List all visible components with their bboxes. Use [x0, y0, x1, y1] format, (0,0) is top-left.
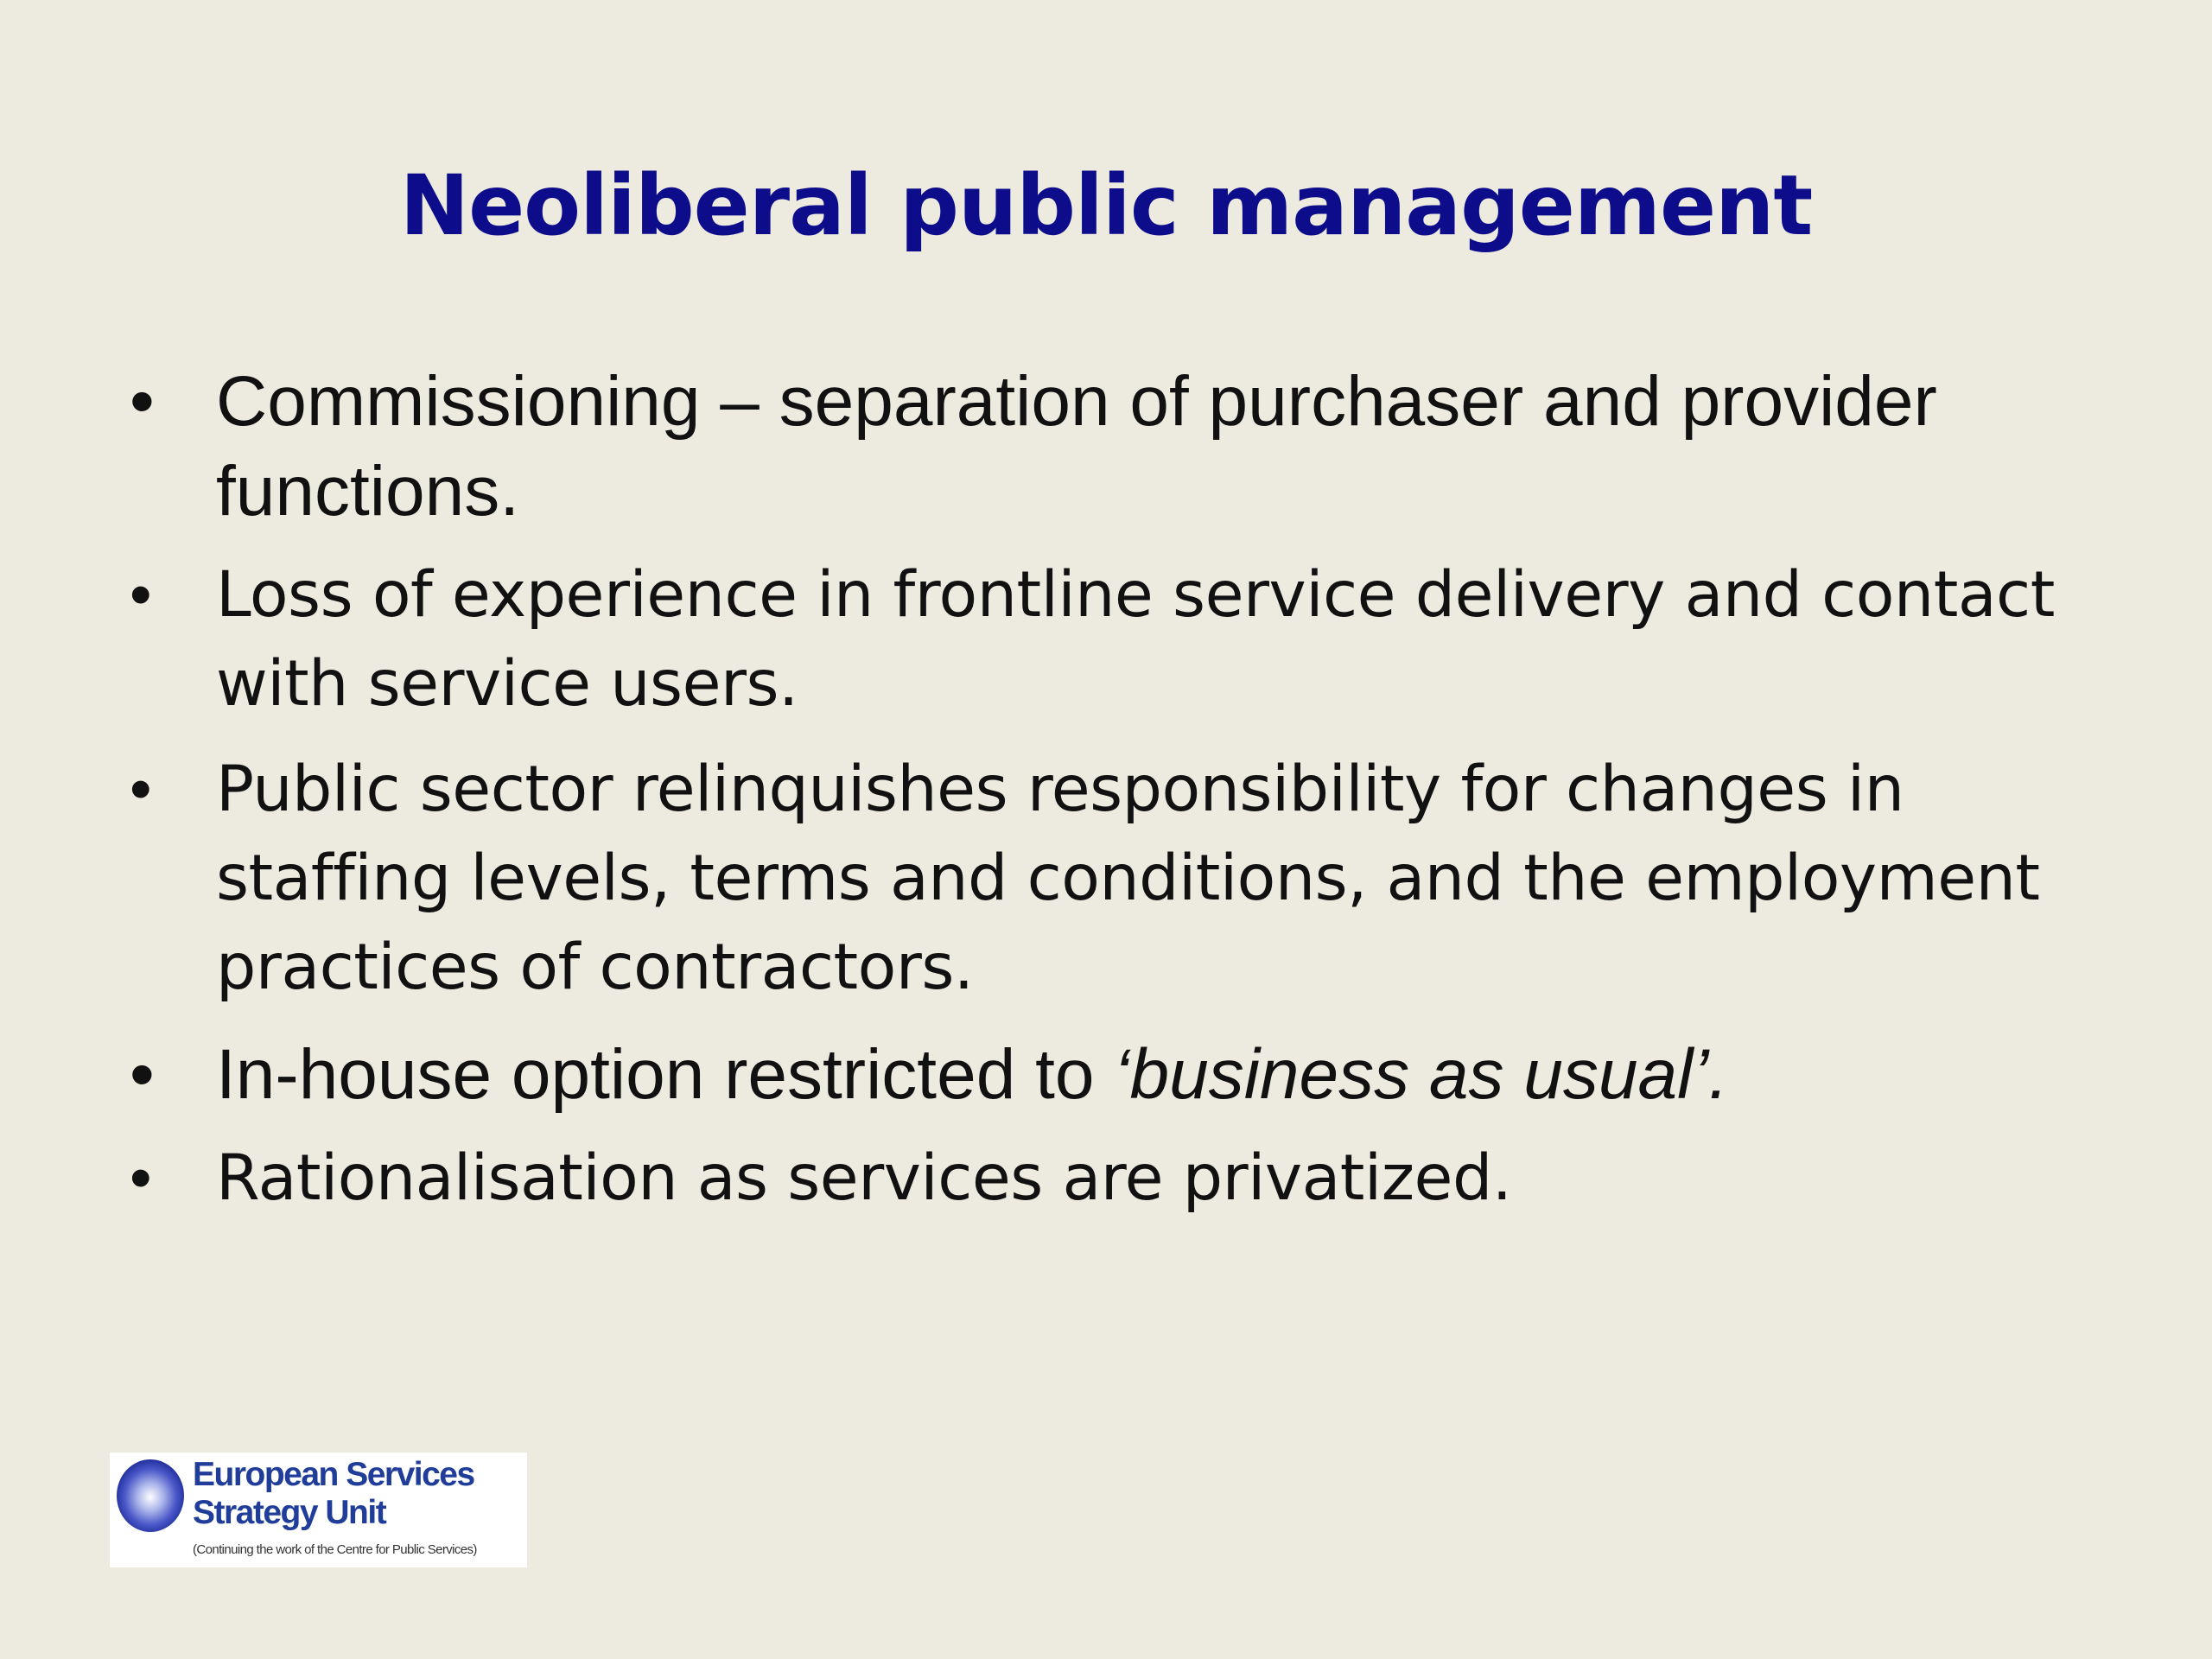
bullet-marker: • [130, 1035, 155, 1114]
bullet-item [130, 1134, 2100, 1223]
logo-name-line2: Strategy Unit [193, 1494, 386, 1531]
globe-icon [115, 1458, 186, 1534]
bullet-marker: • [130, 1143, 152, 1213]
logo-name [193, 1456, 474, 1532]
bullet-item [130, 357, 2100, 537]
bullet-marker: • [130, 754, 152, 824]
bullet-item [130, 745, 2100, 1012]
slide-title: Neoliberal public management [399, 157, 1813, 254]
bullet-marker: • [130, 362, 155, 441]
bullet-item [130, 550, 2100, 728]
logo-tagline: (Continuing the work of the Centre for Public Services) [193, 1542, 477, 1557]
bullet-text: Loss of experience in frontline service delivery and contact with service users. [216, 558, 2055, 721]
bullet-item [130, 1030, 2100, 1120]
logo-name-line1: European Services [193, 1456, 474, 1493]
bullet-text: Public sector relinquishes responsibility for changes in staffing levels, terms and conditions, and the employment practices of contractors. [216, 753, 2040, 1004]
bullet-marker: • [130, 560, 152, 630]
bullet-text: Commissioning – separation of purchaser and provider functions. [216, 362, 1937, 531]
bullet-text: In-house option restricted to [216, 1035, 1115, 1114]
bullet-text: Rationalisation as services are privatized. [216, 1141, 1512, 1215]
bullet-emphasis: ‘business as usual’. [1114, 1035, 1729, 1114]
esu-logo [110, 1452, 527, 1567]
